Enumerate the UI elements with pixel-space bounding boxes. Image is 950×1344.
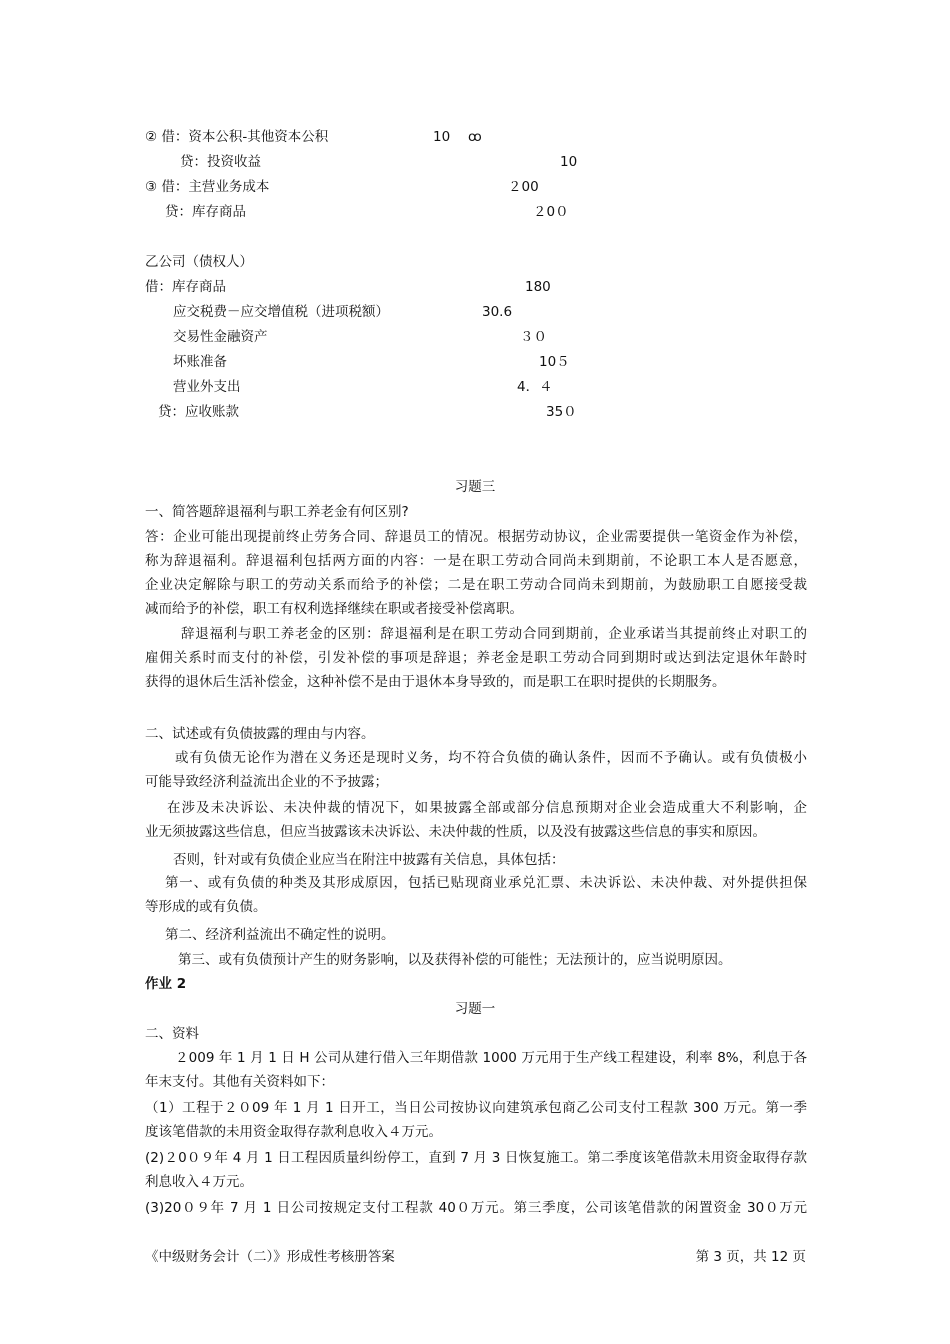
entry-amount: 10 [433,129,451,145]
answer-line: 称为辞退福利。辞退福利包括两方面的内容：一是在职工劳动合同尚未到期前，不论职工本人是否愿意， [145,553,807,569]
answer-2d [145,871,807,919]
entry-amount: ２0０ [533,204,569,220]
answer-2c: 否则，针对或有负债企业应当在附注中披露有关信息，具体包括： [173,852,565,868]
answer-line: 第一、或有负债的种类及其形成原因，包括已贴现商业承兑汇票、未决诉讼、未决仲裁、对外提供担保 [165,875,807,891]
material-line: (3)20０９年 7 月 1 日公司按规定支付工程款 40０万元。第三季度，公司该笔借款的闲置资金 30０万元 [145,1200,807,1216]
answer-1 [145,525,807,621]
entry-amount: 10 [560,154,578,170]
entry-amount: 180 [525,279,551,295]
answer-1-difference [145,622,807,694]
entry-bad-debt-reserve: 坏账准备 [173,354,227,370]
answer-line: 企业决定解除与职工的劳动关系而给予的补偿；二是在职工劳动合同尚未到期前，为鼓励职工自愿接受裁 [145,577,807,593]
answer-2f: 第三、或有负债预计产生的财务影响，以及获得补偿的可能性；无法预计的，应当说明原因。 [178,952,732,968]
material-item-1 [145,1096,807,1144]
footer-title: 《中级财务会计（二）》形成性考核册答案 [145,1249,395,1265]
entry-amount: 30.6 [482,304,513,320]
answer-line: 等形成的或有负债。 [145,899,267,915]
material-line: (2)２0０９年 4 月 1 日工程因质量纠纷停工，直到 7 月 3 日恢复施工。第二季度该笔借款未用资金取得存款 [145,1150,807,1166]
homework-label: 作业 2 [145,976,187,992]
answer-line: 辞退福利与职工养老金的区别：辞退福利是在职工劳动合同到期前，企业承诺当其提前终止对职工的 [181,626,807,642]
answer-line: 雇佣关系时而支付的补偿，引发补偿的事项是辞退；养老金是职工劳动合同到期时或达到法定退休年龄时 [145,650,807,666]
answer-line: 答：企业可能出现提前终止劳务合同、辞退员工的情况。根据劳动协议，企业需要提供一笔资金作为补偿， [145,529,807,545]
material-intro [145,1046,807,1094]
materials-heading: 二、资料 [145,1026,199,1042]
entry-credit-inventory: 贷：库存商品 [165,204,246,220]
question-1: 一、简答题辞退福利与职工养老金有何区别? [145,504,409,520]
answer-2a [145,746,807,794]
entry-vat-input: 应交税费－应交增值税（进项税额） [173,304,389,320]
entry-credit-receivable: 贷：应收账款 [158,404,239,420]
answer-line: 在涉及未决诉讼、未决仲裁的情况下，如果披露全部或部分信息预期对企业会造成重大不利影响，企 [167,800,807,816]
footer-page-number: 第 3 页，共 12 页 [695,1249,806,1265]
answer-2b [145,796,807,844]
entry-debit-main-cost: ③ 借：主营业务成本 [145,179,270,195]
material-item-3 [145,1196,807,1220]
material-line: （1）工程于２０09 年 1 月 1 日开工，当日公司按协议向建筑承包商乙公司支付工程款 300 万元。第一季 [145,1100,807,1116]
answer-line: 或有负债无论作为潜在义务还是现时义务，均不符合负债的确认条件，因而不予确认。或有负债极小 [175,750,807,766]
entry-non-operating-expense: 营业外支出 [173,379,241,395]
entry-debit-capital-reserve: ② 借：资本公积-其他资本公积 [145,129,329,145]
entry-trading-assets: 交易性金融资产 [173,329,268,345]
creditor-title: 乙公司（债权人） [145,254,253,270]
answer-line: 减而给予的补偿，职工有权利选择继续在职或者接受补偿离职。 [145,601,523,617]
entry-amount: 35０ [546,404,577,420]
answer-line: 获得的退休后生活补偿金，这种补偿不是由于退休本身导致的，而是职工在职时提供的长期服务。 [145,674,726,690]
entry-credit-investment-income: 贷：投资收益 [180,154,261,170]
section-heading: 习题三 [454,479,496,495]
answer-line: 业无须披露这些信息，但应当披露该未决诉讼、未决仲裁的性质，以及没有披露这些信息的事实和原因。 [145,824,766,840]
answer-2e: 第二、经济利益流出不确定性的说明。 [165,927,395,943]
material-item-2 [145,1146,807,1194]
answer-line: 可能导致经济利益流出企业的不予披露； [145,774,388,790]
material-line: 年末支付。其他有关资料如下： [145,1074,334,1090]
entry-amount: 10５ [539,354,570,370]
question-2: 二、试述或有负债披露的理由与内容。 [145,726,375,742]
entry-debit-inventory: 借：库存商品 [145,279,226,295]
entry-amount: 4．４ [517,379,553,395]
material-line: ２009 年 1 月 1 日 H 公司从建行借入三年期借款 1000 万元用于生产线工程建设，利率 8%，利息于各 [175,1050,807,1066]
entry-mark: ꝏ [468,129,482,145]
entry-amount: ３０ [520,329,547,345]
material-line: 利息收入４万元。 [145,1174,253,1190]
material-line: 度该笔借款的未用资金取得存款利息收入４万元。 [145,1124,442,1140]
section-heading: 习题一 [454,1001,496,1017]
entry-amount: ２00 [508,179,539,195]
